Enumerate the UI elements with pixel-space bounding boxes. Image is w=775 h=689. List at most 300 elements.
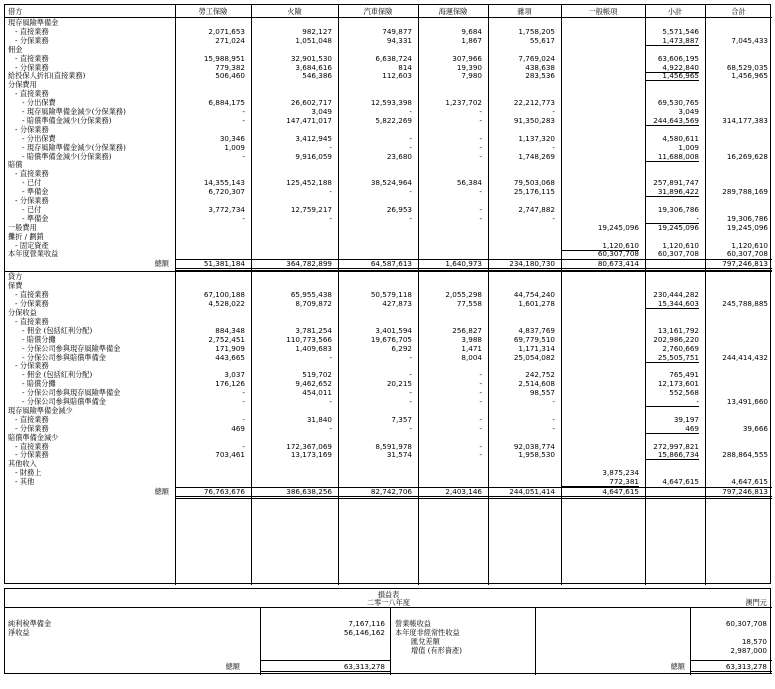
cell-marine: -: [479, 187, 482, 197]
cell-fire: 9,916,059: [295, 151, 332, 161]
cell-motor: 94,331: [386, 35, 412, 45]
row-label: - 直接業務: [15, 441, 49, 451]
cell-marine: 7,980: [461, 71, 482, 81]
cell-marine: 307,966: [452, 53, 482, 63]
cell-marine: 1,867: [461, 35, 482, 45]
total-general: 4,647,615: [602, 487, 639, 496]
cell-motor: -: [409, 388, 412, 398]
cell-motor: 20,215: [386, 379, 412, 389]
row-label: 給投保人折扣(直接業務): [8, 71, 86, 81]
cell-misc: 98,557: [529, 388, 555, 398]
cell-labour: 884,348: [215, 325, 245, 335]
cell-misc: 4,837,769: [518, 325, 555, 335]
row-label: 其他收入: [8, 459, 37, 469]
row-label: - 佣金 (包括紅利分配): [22, 325, 93, 335]
cell-fire: 8,709,872: [295, 299, 332, 309]
cell-fire: 12,759,217: [290, 204, 332, 214]
pl-right-label: 匯兌差額: [411, 637, 440, 646]
cell-subtotal: 5,571,546: [662, 26, 699, 36]
cell-fire: 3,684,616: [295, 62, 332, 72]
cell-labour: 703,461: [215, 450, 245, 460]
cell-motor: 6,638,724: [375, 53, 412, 63]
cell-fire: -: [329, 397, 332, 406]
cell-total: 245,788,885: [722, 299, 768, 309]
cell-total: 1,456,965: [731, 71, 768, 81]
row-label: - 分保業務: [15, 196, 49, 205]
cell-subtotal: 13,161,792: [657, 325, 699, 335]
row-label: 賠償準備金減少: [8, 432, 59, 442]
cell-subtotal: 3,049: [678, 107, 699, 116]
cell-total: 60,307,708: [726, 249, 768, 259]
row-label: - 直接業務: [15, 53, 49, 63]
cell-fire: 3,781,254: [295, 325, 332, 335]
cell-motor: 427,873: [382, 299, 412, 309]
cell-subtotal: 230,444,282: [653, 290, 699, 300]
cell-motor: 12,593,398: [370, 98, 412, 108]
cell-fire: 26,602,717: [290, 98, 332, 108]
cell-marine: -: [479, 441, 482, 451]
cell-fire: 3,049: [311, 107, 332, 116]
row-label: - 財務上: [15, 468, 42, 478]
cell-subtotal: 60,307,708: [657, 249, 699, 259]
row-label: - 直接業務: [15, 414, 49, 424]
cell-motor: -: [409, 107, 412, 116]
cell-misc: 2,747,882: [518, 204, 555, 214]
cell-misc: 91,350,283: [513, 115, 555, 125]
row-label: 保費: [8, 281, 23, 291]
cell-misc: 79,503,068: [513, 178, 555, 188]
row-rule: [175, 498, 772, 499]
cell-motor: -: [409, 370, 412, 380]
column-header-fire: 火險: [287, 7, 302, 16]
cell-fire: 546,386: [302, 71, 332, 81]
profit-loss-statement: [4, 588, 771, 674]
row-rule: [260, 660, 390, 661]
cell-motor: -: [409, 187, 412, 197]
row-label: - 分保公司參與現存風險準備金: [22, 388, 121, 398]
row-label: - 賠償分攤: [22, 379, 56, 389]
cell-labour: -: [242, 397, 245, 406]
row-label: - 直接業務: [15, 290, 49, 300]
currency-label: 澳門元: [745, 598, 767, 607]
pl-title: 損益表: [377, 590, 400, 599]
cell-fire: 13,173,169: [290, 450, 332, 460]
column-header-marine: 海運保險: [438, 7, 468, 16]
cell-misc: 25,176,115: [513, 187, 555, 197]
row-label: - 分保業務: [15, 124, 49, 134]
cell-misc: -: [552, 397, 555, 406]
cell-misc: 1,958,530: [518, 450, 555, 460]
cell-subtotal: 11,688,008: [645, 152, 699, 162]
cell-labour: 1,009: [224, 142, 245, 152]
cell-misc: 92,038,774: [513, 441, 555, 451]
cell-labour: 4,528,022: [208, 299, 245, 309]
row-rule: [5, 607, 772, 608]
row-label: 一般費用: [8, 222, 37, 232]
cell-marine: 1,237,702: [445, 98, 482, 108]
row-label: - 已付: [22, 204, 42, 214]
cell-misc: 2,514,608: [518, 379, 555, 389]
cell-subtotal: -: [645, 397, 699, 407]
row-label: - 現存風險準備金減少(分保業務): [22, 107, 126, 116]
cell-marine: 3,988: [461, 334, 482, 344]
cell-labour: 443,665: [215, 352, 245, 362]
cell-labour: -: [242, 151, 245, 161]
cell-fire: -: [329, 423, 332, 433]
total-motor: 82,742,706: [370, 487, 412, 496]
cell-motor: 31,574: [386, 450, 412, 460]
row-label: - 直接業務: [15, 169, 49, 179]
cell-subtotal: 25,505,751: [645, 353, 699, 363]
cell-subtotal: 2,760,669: [662, 343, 699, 353]
row-label: - 直接業務: [15, 26, 49, 36]
cell-labour: 469: [231, 423, 245, 433]
cell-misc: -: [552, 142, 555, 152]
cell-subtotal: 12,173,601: [657, 379, 699, 389]
cell-fire: 454,011: [302, 388, 332, 398]
row-label: - 已付: [22, 178, 42, 188]
cell-motor: 112,603: [382, 71, 412, 81]
cell-subtotal: 244,643,569: [645, 116, 699, 126]
cell-subtotal: 63,606,195: [657, 53, 699, 63]
cell-fire: 31,840: [306, 414, 332, 424]
row-label: - 分出保費: [22, 133, 56, 143]
cell-motor: 26,953: [386, 204, 412, 214]
cell-motor: 6,292: [391, 343, 412, 353]
row-label: - 分保公司參與賠償準備金: [22, 397, 106, 406]
row-rule: [260, 673, 390, 674]
cell-labour: 271,024: [215, 35, 245, 45]
cell-marine: 8,004: [461, 352, 482, 362]
cell-motor: 3,401,594: [375, 325, 412, 335]
cell-misc: 438,638: [525, 62, 555, 72]
cell-misc: 7,769,024: [518, 53, 555, 63]
pl-subtitle: 二零一八年度: [366, 598, 411, 607]
cell-motor: 38,524,964: [370, 178, 412, 188]
row-label: - 現存風險準備金減少(分保業務): [22, 142, 126, 152]
total-label: 總額: [154, 259, 169, 269]
row-label: - 準備金: [22, 187, 49, 197]
cell-misc: 55,617: [529, 35, 555, 45]
cell-labour: -: [242, 414, 245, 424]
cell-labour: 779,382: [215, 62, 245, 72]
row-label: - 分保業務: [15, 423, 49, 433]
operating-account-table: [4, 4, 771, 584]
total-motor: 64,587,613: [370, 259, 412, 269]
cell-labour: 6,884,175: [208, 98, 245, 108]
cell-misc: 1,171,314: [518, 343, 555, 353]
cell-marine: -: [479, 204, 482, 214]
cell-motor: -: [409, 397, 412, 406]
total-fire: 364,782,899: [286, 259, 332, 269]
cell-labour: -: [242, 441, 245, 451]
cell-misc: -: [552, 213, 555, 223]
cell-subtotal: 4,647,615: [662, 477, 699, 487]
row-rule: [690, 671, 772, 672]
cell-marine: -: [479, 414, 482, 424]
pl-left-total: 63,313,278: [343, 662, 385, 671]
row-label: - 準備金: [22, 213, 49, 223]
cell-marine: 2,055,298: [445, 290, 482, 300]
cell-marine: -: [479, 379, 482, 389]
total-misc: 234,180,730: [509, 259, 555, 269]
total-marine: 2,403,146: [445, 487, 482, 496]
cell-subtotal: 765,491: [669, 370, 699, 380]
cell-total: 314,177,383: [722, 115, 768, 125]
row-rule: [260, 671, 390, 672]
cell-misc: 283,536: [525, 71, 555, 81]
cell-total: 19,306,786: [726, 213, 768, 223]
pl-right-label: 增值 (有形資產): [411, 646, 463, 655]
cell-fire: -: [329, 213, 332, 223]
cell-subtotal: 1,473,887: [645, 36, 699, 46]
cell-motor: -: [409, 352, 412, 362]
cell-misc: 1,137,320: [518, 133, 555, 143]
row-rule: [5, 17, 772, 18]
cell-motor: 5,822,269: [375, 115, 412, 125]
cell-motor: -: [409, 423, 412, 433]
cell-general: 3,875,234: [602, 468, 639, 478]
cell-fire: 32,901,530: [290, 53, 332, 63]
cell-total: 244,414,432: [722, 352, 768, 362]
column-rule: [390, 607, 391, 675]
total-fire: 386,638,256: [286, 487, 332, 496]
total-total: 797,246,813: [722, 259, 768, 269]
row-rule: [690, 673, 772, 674]
cell-subtotal: 469: [645, 424, 699, 434]
row-label: 現存風險準備金減少: [8, 405, 73, 415]
total-labour: 76,763,676: [203, 487, 245, 496]
cell-subtotal: -: [645, 214, 699, 224]
row-label: - 分保業務: [15, 299, 49, 309]
pl-right-total-label: 總額: [670, 662, 685, 671]
pl-right-label: 本年度非經常性收益: [395, 628, 460, 637]
cell-fire: 65,955,438: [290, 290, 332, 300]
cell-motor: 814: [398, 62, 412, 72]
row-label: 本年度營業收益: [8, 249, 59, 259]
cell-fire: 3,412,945: [295, 133, 332, 143]
cell-misc: 1,601,278: [518, 299, 555, 309]
cell-general: 1,120,610: [561, 241, 639, 251]
cell-general: 19,245,096: [597, 222, 639, 232]
row-label: 賠償: [8, 160, 23, 170]
row-rule: [175, 496, 772, 497]
pl-right-value: 18,570: [741, 637, 767, 646]
cell-subtotal: 272,997,821: [653, 441, 699, 451]
cell-fire: -: [329, 187, 332, 197]
total-general: 80,673,414: [597, 259, 639, 269]
row-label: 分保收益: [8, 308, 37, 317]
total-labour: 51,381,184: [203, 259, 245, 269]
row-label: 佣金: [8, 44, 23, 54]
cell-marine: -: [479, 397, 482, 406]
cell-fire: 9,462,652: [295, 379, 332, 389]
cell-marine: -: [479, 115, 482, 125]
row-rule: [175, 268, 772, 269]
cell-labour: -: [242, 107, 245, 116]
cell-marine: 77,558: [456, 299, 482, 309]
total-marine: 1,640,973: [445, 259, 482, 269]
cell-labour: 2,752,451: [208, 334, 245, 344]
cell-total: 39,666: [742, 423, 768, 433]
cell-motor: 7,357: [391, 414, 412, 424]
pl-left-label: 淨收益: [8, 628, 30, 637]
column-header-general: 一般帳項: [588, 7, 618, 16]
cell-fire: -: [329, 142, 332, 152]
column-header-total: 合計: [731, 7, 746, 16]
row-label: - 分保公司參與現存風險準備金: [22, 343, 121, 353]
pl-right-label: 營業帳收益: [395, 619, 431, 628]
cell-total: 16,269,628: [726, 151, 768, 161]
column-header-labour: 勞工保險: [198, 7, 228, 16]
cell-fire: 110,773,566: [286, 334, 332, 344]
cell-general: 60,307,708: [597, 249, 639, 259]
cell-misc: 1,758,205: [518, 26, 555, 36]
cell-labour: -: [242, 388, 245, 398]
cell-subtotal: 19,245,096: [657, 222, 699, 232]
row-label: 現存風險準備金: [8, 18, 59, 27]
row-label: - 其他: [15, 477, 35, 487]
pl-right-value: 2,987,000: [730, 646, 767, 655]
cell-misc: 25,054,082: [513, 352, 555, 362]
cell-marine: -: [479, 142, 482, 152]
cell-fire: 1,051,048: [295, 35, 332, 45]
cell-subtotal: 4,580,611: [662, 133, 699, 143]
cell-misc: 69,779,510: [513, 334, 555, 344]
cell-subtotal: 39,197: [673, 414, 699, 424]
cell-subtotal: 1,009: [678, 142, 699, 152]
row-label: 攤折 / 劃銷: [8, 231, 44, 241]
cell-subtotal: 1,456,965: [645, 71, 699, 81]
row-label: - 分保公司參與賠償準備金: [22, 352, 106, 362]
row-label: - 分保業務: [15, 62, 49, 72]
cell-subtotal: 69,530,765: [657, 98, 699, 108]
cell-labour: 2,071,653: [208, 26, 245, 36]
row-label: - 分保業務: [15, 450, 49, 460]
pl-left-value: 56,146,162: [343, 628, 385, 637]
column-header-label: 借方: [8, 7, 23, 16]
cell-fire: 519,702: [302, 370, 332, 380]
cell-labour: 15,988,951: [203, 53, 245, 63]
cell-marine: 56,384: [456, 178, 482, 188]
total-label: 總額: [154, 487, 169, 496]
row-label: - 佣金 (包括紅利分配): [22, 370, 93, 380]
cell-fire: 982,127: [302, 26, 332, 36]
cell-fire: 172,367,069: [286, 441, 332, 451]
cell-marine: -: [479, 151, 482, 161]
cell-labour: 6,720,307: [208, 187, 245, 197]
column-header-subtotal: 小計: [667, 7, 683, 16]
cell-marine: -: [479, 450, 482, 460]
cell-labour: -: [242, 115, 245, 125]
cell-misc: 242,752: [525, 370, 555, 380]
cell-subtotal: 257,891,747: [653, 178, 699, 188]
cell-subtotal: 552,568: [669, 388, 699, 398]
row-label: - 分保業務: [15, 35, 49, 45]
cell-marine: 9,684: [461, 26, 482, 36]
cell-labour: 176,126: [215, 379, 245, 389]
cell-motor: 749,877: [382, 26, 412, 36]
cell-fire: 1,409,683: [295, 343, 332, 353]
cell-labour: 3,772,734: [208, 204, 245, 214]
cell-subtotal: 15,344,603: [645, 299, 699, 309]
cell-motor: 19,676,705: [370, 334, 412, 344]
cell-motor: -: [409, 213, 412, 223]
pl-right-total: 63,313,278: [725, 662, 767, 671]
row-label: - 賠償準備金減少(分保業務): [22, 115, 112, 125]
cell-total: 4,647,615: [731, 477, 768, 487]
cell-motor: -: [409, 133, 412, 143]
cell-labour: 67,100,188: [203, 290, 245, 300]
pl-left-label: 純利稅準備金: [8, 619, 52, 628]
cell-marine: 1,471: [461, 343, 482, 353]
cell-marine: 19,390: [456, 62, 482, 72]
total-misc: 244,051,414: [509, 487, 555, 496]
cell-subtotal: 202,986,220: [653, 334, 699, 344]
column-header-misc: 雜項: [517, 7, 532, 16]
cell-total: 7,045,433: [731, 35, 768, 45]
cell-marine: -: [479, 388, 482, 398]
row-label: - 直接業務: [15, 316, 49, 326]
row-label: - 賠償準備金減少(分保業務): [22, 151, 112, 161]
cell-marine: -: [479, 213, 482, 223]
cell-labour: 171,909: [215, 343, 245, 353]
cell-fire: 125,452,188: [286, 178, 332, 188]
cell-misc: 44,754,240: [513, 290, 555, 300]
cell-subtotal: 31,896,422: [645, 187, 699, 197]
cell-misc: -: [552, 414, 555, 424]
cell-motor: 50,579,118: [370, 290, 412, 300]
row-label: 分保費用: [8, 80, 37, 90]
cell-labour: 506,460: [215, 71, 245, 81]
row-rule: [5, 271, 772, 272]
cell-marine: -: [479, 107, 482, 116]
cell-fire: -: [329, 352, 332, 362]
row-label: - 賠償分攤: [22, 334, 56, 344]
cell-labour: 30,346: [219, 133, 245, 143]
cell-motor: 23,680: [386, 151, 412, 161]
cell-total: 13,491,660: [726, 397, 768, 406]
cell-total: 19,245,096: [726, 222, 768, 232]
credit-header: 貸方: [8, 272, 23, 282]
cell-misc: -: [552, 107, 555, 116]
cell-subtotal: 4,922,840: [645, 63, 699, 73]
cell-total: 68,529,035: [726, 62, 768, 72]
cell-subtotal: 19,306,786: [657, 204, 699, 214]
cell-labour: -: [242, 213, 245, 223]
pl-left-total-label: 總額: [225, 662, 240, 671]
cell-labour: 14,355,143: [203, 178, 245, 188]
cell-total: 1,120,610: [731, 240, 768, 250]
total-total: 797,246,813: [722, 487, 768, 496]
cell-marine: 256,827: [452, 325, 482, 335]
cell-fire: 147,471,017: [286, 115, 332, 125]
cell-subtotal: 15,866,734: [645, 450, 699, 460]
pl-right-value: 60,307,708: [725, 619, 767, 628]
cell-marine: -: [479, 370, 482, 380]
cell-motor: 8,591,978: [375, 441, 412, 451]
row-label: - 分出保費: [22, 98, 56, 108]
cell-marine: -: [479, 423, 482, 433]
cell-total: 288,864,555: [722, 450, 768, 460]
row-label: - 直接業務: [15, 89, 49, 99]
cell-total: 289,788,169: [722, 187, 768, 197]
column-header-motor: 汽車保險: [363, 7, 393, 16]
cell-marine: -: [479, 133, 482, 143]
pl-left-value: 7,167,116: [348, 619, 385, 628]
cell-misc: 1,748,269: [518, 151, 555, 161]
row-rule: [690, 660, 772, 661]
